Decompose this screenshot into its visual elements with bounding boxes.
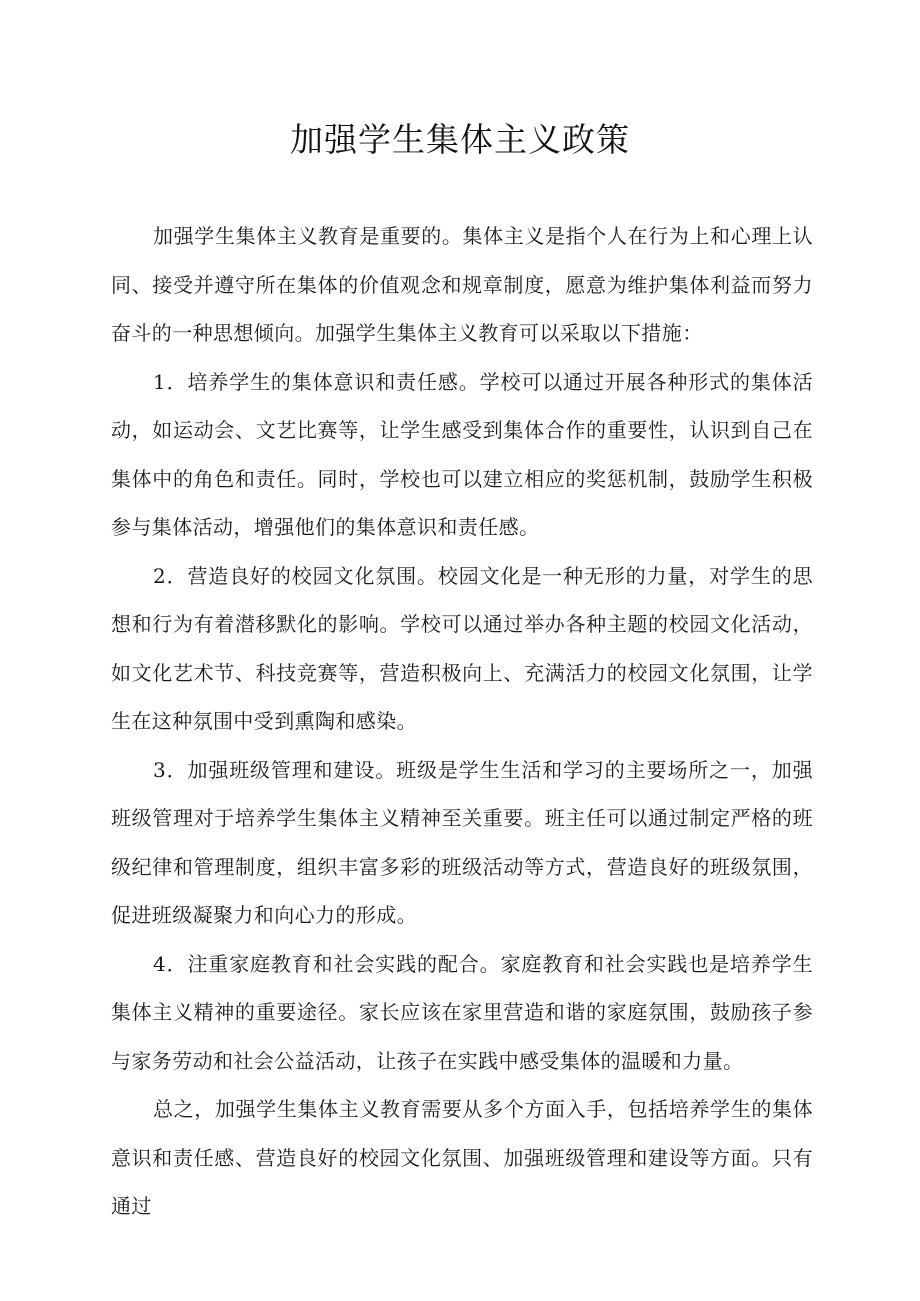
intro-paragraph: 加强学生集体主义教育是重要的。集体主义是指个人在行为上和心理上认同、接受并遵守所在集体的价值观念和规章制度，愿意为维护集体利益而努力奋斗的一种思想倾向。加强学生集体主义教育可以采取以下措施： (111, 224, 813, 345)
measure-4-paragraph: 4．注重家庭教育和社会实践的配合。家庭教育和社会实践也是培养学生集体主义精神的重要途径。家长应该在家里营造和谐的家庭氛围，鼓励孩子参与家务劳动和社会公益活动，让孩子在实践中感受集体的温暖和力量。 (111, 951, 813, 1073)
measure-3-paragraph: 3．加强班级管理和建设。班级是学生生活和学习的主要场所之一，加强班级管理对于培养学生集体主义精神至关重要。班主任可以通过制定严格的班级纪律和管理制度，组织丰富多彩的班级活动等方式，营造良好的班级氛围，促进班级凝聚力和向心力的形成。 (111, 757, 813, 927)
page-title: 加强学生集体主义政策 (290, 120, 630, 159)
conclusion-paragraph: 总之，加强学生集体主义教育需要从多个方面入手，包括培养学生的集体意识和责任感、营造良好的校园文化氛围、加强班级管理和建设等方面。只有通过 (111, 1097, 813, 1218)
measure-1-paragraph: 1．培养学生的集体意识和责任感。学校可以通过开展各种形式的集体活动，如运动会、文艺比赛等，让学生感受到集体合作的重要性，认识到自己在集体中的角色和责任。同时，学校也可以建立相应的奖惩机制，鼓励学生积极参与集体活动，增强他们的集体意识和责任感。 (111, 369, 813, 539)
measure-2-paragraph: 2．营造良好的校园文化氛围。校园文化是一种无形的力量，对学生的思想和行为有着潜移默化的影响。学校可以通过举办各种主题的校园文化活动，如文化艺术节、科技竞赛等，营造积极向上、充满活力的校园文化氛围，让学生在这种氛围中受到熏陶和感染。 (111, 563, 813, 733)
document-body (111, 212, 813, 1231)
